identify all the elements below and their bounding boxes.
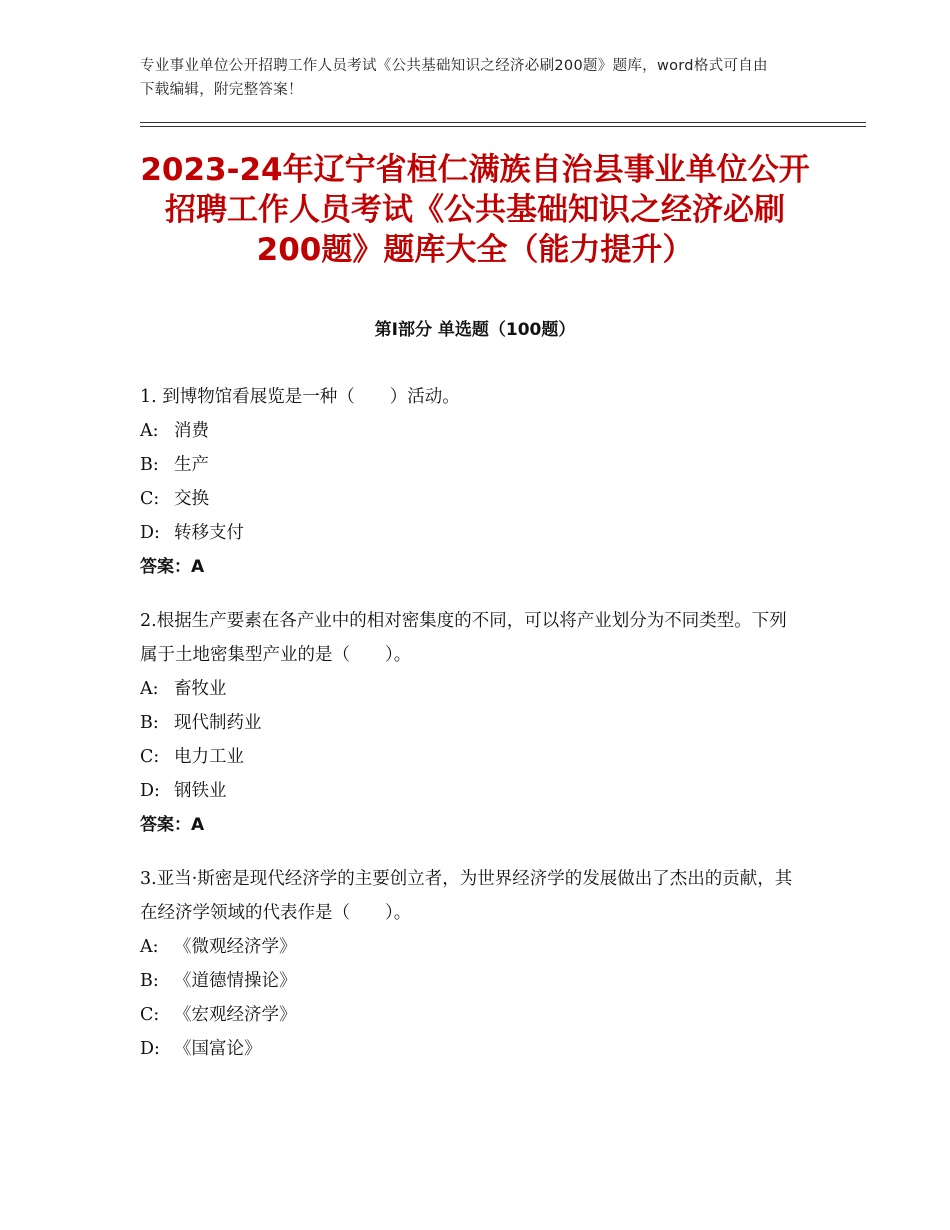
question-item [140, 862, 800, 1066]
option-b [140, 448, 800, 482]
option-letter: D: [140, 781, 160, 801]
question-item [140, 604, 800, 842]
option-text: 《微观经济学》 [174, 937, 297, 957]
answer-line: 答案：A [140, 815, 205, 835]
option-c [140, 740, 800, 774]
option-text: 交换 [174, 489, 209, 509]
option-d [140, 516, 800, 550]
option-text: 生产 [174, 455, 209, 475]
option-a [140, 672, 800, 706]
question-list [140, 380, 800, 1086]
option-letter: A: [140, 937, 159, 957]
header-divider-secondary [140, 126, 866, 127]
option-letter: D: [140, 1039, 160, 1059]
option-a [140, 930, 800, 964]
option-c [140, 998, 800, 1032]
option-text: 消费 [174, 421, 209, 441]
option-text: 钢铁业 [174, 781, 227, 801]
answer-line: 答案：A [140, 557, 205, 577]
option-letter: C: [140, 747, 160, 767]
option-b [140, 964, 800, 998]
option-b [140, 706, 800, 740]
option-text: 电力工业 [174, 747, 244, 767]
section-title: 第Ⅰ部分 单选题（100题） [374, 320, 576, 340]
question-text: 3.亚当·斯密是现代经济学的主要创立者，为世界经济学的发展做出了杰出的贡献，其在经济学领域的代表作是（ ）。 [140, 869, 793, 923]
option-letter: B: [140, 455, 159, 475]
option-letter: A: [140, 679, 159, 699]
option-letter: B: [140, 713, 159, 733]
option-c [140, 482, 800, 516]
option-text: 《道德情操论》 [174, 971, 297, 991]
option-letter: D: [140, 523, 160, 543]
option-d [140, 774, 800, 808]
document-title: 2023-24年辽宁省桓仁满族自治县事业单位公开招聘工作人员考试《公共基础知识之经济必刷200题》题库大全（能力提升） [140, 152, 810, 268]
header-divider [140, 122, 866, 123]
option-letter: C: [140, 1005, 160, 1025]
header-note: 专业事业单位公开招聘工作人员考试《公共基础知识之经济必刷200题》题库，word格式可自由下载编辑，附完整答案！ [140, 58, 768, 98]
option-text: 《宏观经济学》 [174, 1005, 297, 1025]
option-letter: B: [140, 971, 159, 991]
option-text: 转移支付 [174, 523, 244, 543]
option-letter: C: [140, 489, 160, 509]
question-text: 2.根据生产要素在各产业中的相对密集度的不同，可以将产业划分为不同类型。下列属于土地密集型产业的是（ ）。 [140, 611, 787, 665]
option-d [140, 1032, 800, 1066]
option-a [140, 414, 800, 448]
option-text: 《国富论》 [174, 1039, 262, 1059]
question-text: 1. 到博物馆看展览是一种（ ）活动。 [140, 387, 460, 407]
option-letter: A: [140, 421, 159, 441]
option-text: 现代制药业 [174, 713, 262, 733]
question-item [140, 380, 800, 584]
option-text: 畜牧业 [174, 679, 227, 699]
